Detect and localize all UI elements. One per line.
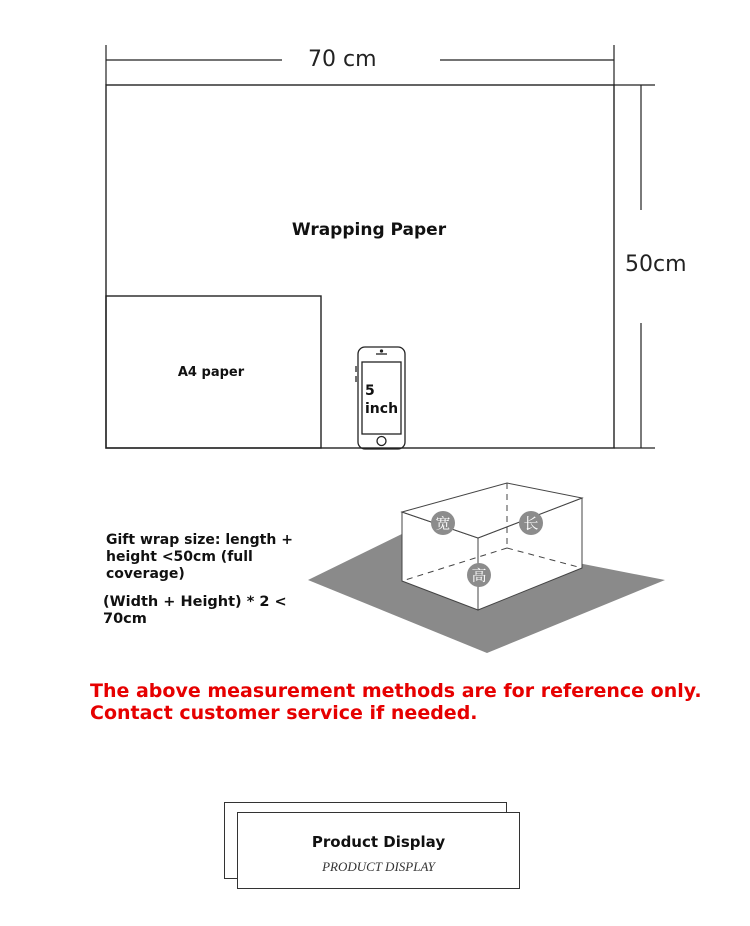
height-label: 50cm [625,252,687,277]
gift-wrap-formula-line2: (Width + Height) * 2 < 70cm [103,594,287,627]
product-display-title: Product Display [311,833,446,851]
notice-line-1: The above measurement methods are for reference only. [90,680,702,702]
wrapping-paper-rect [106,85,614,448]
phone-size-number: 5 [365,383,375,399]
measurement-notice [90,680,730,724]
wrapping-paper-label: Wrapping Paper [291,220,447,240]
product-display-subtitle: PRODUCT DISPLAY [322,859,435,874]
width-label: 70 cm [308,47,377,72]
gift-wrap-formula-line1: Gift wrap size: length + height <50cm (full coverage) [106,532,293,582]
box-illustration [308,483,665,653]
width-badge-label: 宽 [435,514,451,533]
a4-paper-label: A4 paper [177,365,245,380]
length-badge-label: 长 [523,514,539,533]
phone-size-unit: inch [365,401,399,417]
product-display-card [237,812,520,889]
height-badge-label: 高 [471,566,487,585]
notice-line-2: Contact customer service if needed. [90,702,478,724]
phone-icon [356,347,405,449]
